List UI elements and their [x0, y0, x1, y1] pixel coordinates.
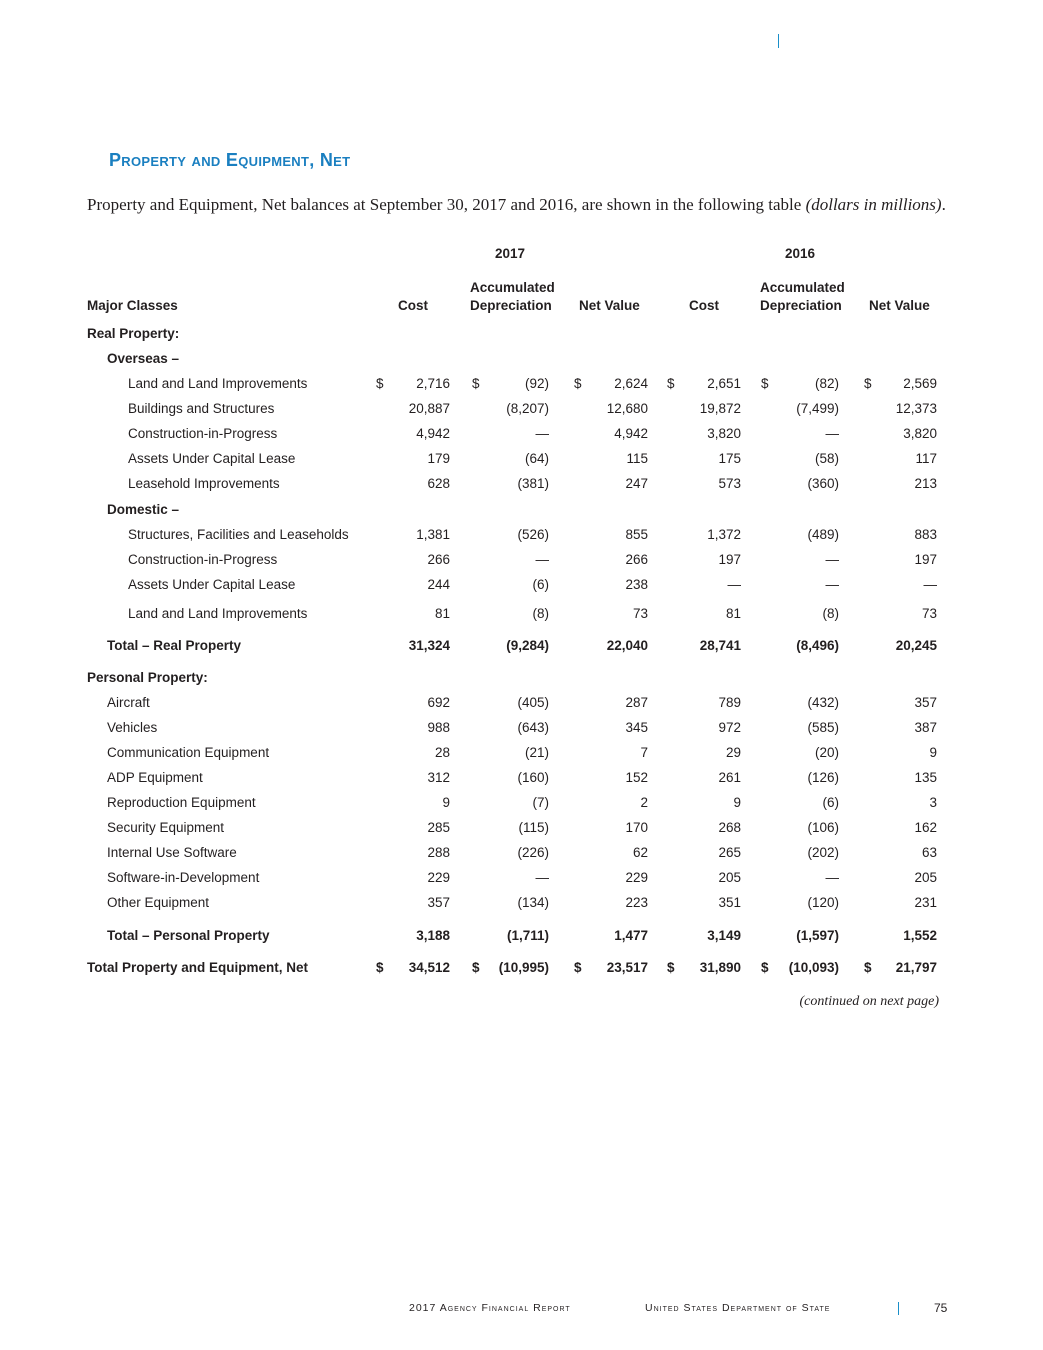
row-label: Land and Land Improvements	[128, 606, 308, 621]
row-value: (360)	[807, 476, 839, 491]
table-row	[0, 451, 1043, 471]
row-value: 62	[632, 845, 648, 860]
row-value: 7	[640, 745, 648, 760]
row-value: 345	[625, 720, 648, 735]
row-value: 115	[626, 451, 648, 466]
row-label: Other Equipment	[107, 895, 210, 910]
dollar-sign: $	[761, 376, 769, 391]
row-value: 883	[914, 527, 937, 542]
row-value: 34,512	[408, 960, 450, 975]
table-row	[0, 326, 1043, 346]
row-label: Reproduction Equipment	[107, 795, 256, 810]
row-value: 21,797	[895, 960, 937, 975]
table-row	[0, 870, 1043, 890]
row-value: 1,477	[614, 928, 648, 943]
intro-text: Property and Equipment, Net balances at September 30, 2017 and 2016, are shown in the following table	[87, 195, 806, 214]
row-value: (226)	[517, 845, 549, 860]
footer-divider	[898, 1302, 899, 1315]
row-value: 2,569	[903, 376, 937, 391]
row-label: Land and Land Improvements	[128, 376, 308, 391]
row-value: 152	[625, 770, 648, 785]
row-value: 1,381	[416, 527, 450, 542]
table-row	[0, 895, 1043, 915]
row-value: 387	[914, 720, 937, 735]
row-label: Overseas –	[107, 351, 180, 366]
page-number: 75	[934, 1301, 948, 1315]
row-value: 19,872	[699, 401, 741, 416]
row-value: 22,040	[606, 638, 648, 653]
row-value: 351	[718, 895, 741, 910]
row-value: 23,517	[606, 960, 648, 975]
row-value: (160)	[517, 770, 549, 785]
net-2016-header: Net Value	[869, 298, 930, 313]
table-row	[0, 502, 1043, 522]
row-label: Construction-in-Progress	[128, 552, 278, 567]
row-value: 4,942	[416, 426, 450, 441]
row-value: 2,651	[707, 376, 741, 391]
row-value: (64)	[524, 451, 549, 466]
table-row	[0, 845, 1043, 865]
row-value: (489)	[807, 527, 839, 542]
row-value: 205	[914, 870, 937, 885]
row-value: 20,887	[408, 401, 450, 416]
row-value: —	[825, 426, 839, 441]
cost-2016-header: Cost	[689, 298, 719, 313]
row-value: —	[825, 870, 839, 885]
row-value: 1,372	[707, 527, 741, 542]
table-row	[0, 552, 1043, 572]
top-accent-rule	[778, 34, 779, 48]
cost-2017-header: Cost	[398, 298, 428, 313]
row-value: 312	[427, 770, 450, 785]
table-row	[0, 606, 1043, 626]
accum-2017-header-line2: Depreciation	[470, 298, 552, 313]
row-label: Internal Use Software	[107, 845, 237, 860]
row-value: (10,995)	[498, 960, 549, 975]
dollar-sign: $	[574, 376, 582, 391]
accum-2016-header-line2: Depreciation	[760, 298, 842, 313]
row-value: 229	[625, 870, 648, 885]
row-label: Personal Property:	[87, 670, 208, 685]
table-row	[0, 670, 1043, 690]
table-row	[0, 401, 1043, 421]
row-value: 205	[718, 870, 741, 885]
row-value: 261	[718, 770, 741, 785]
row-value: 266	[625, 552, 648, 567]
row-value: —	[535, 552, 549, 567]
row-value: (9,284)	[506, 638, 549, 653]
row-value: 3,820	[903, 426, 937, 441]
row-value: 20,245	[895, 638, 937, 653]
row-value: 628	[427, 476, 450, 491]
row-value: 81	[434, 606, 450, 621]
row-value: 9	[733, 795, 741, 810]
row-value: 197	[914, 552, 937, 567]
table-row	[0, 960, 1043, 980]
row-value: 238	[625, 577, 648, 592]
row-value: —	[727, 577, 741, 592]
row-value: (8,207)	[506, 401, 549, 416]
row-value: 197	[718, 552, 741, 567]
row-value: (126)	[807, 770, 839, 785]
intro-units: (dollars in millions)	[805, 195, 942, 214]
row-value: 268	[718, 820, 741, 835]
footer-department: United States Department of State	[645, 1302, 831, 1314]
table-row	[0, 577, 1043, 597]
dollar-sign: $	[472, 960, 480, 975]
row-value: (6)	[532, 577, 549, 592]
row-value: (585)	[807, 720, 839, 735]
row-value: 213	[914, 476, 937, 491]
row-value: 2,716	[416, 376, 450, 391]
row-value: (20)	[814, 745, 839, 760]
row-value: 288	[427, 845, 450, 860]
row-value: 31,324	[408, 638, 450, 653]
dollar-sign: $	[376, 960, 384, 975]
row-label: Software-in-Development	[107, 870, 260, 885]
year-2016-header: 2016	[785, 246, 816, 261]
row-value: 285	[427, 820, 450, 835]
row-value: 247	[625, 476, 648, 491]
row-value: 12,680	[606, 401, 648, 416]
continued-note: (continued on next page)	[799, 994, 939, 1009]
row-label: Structures, Facilities and Leaseholds	[128, 527, 349, 542]
table-row	[0, 527, 1043, 547]
row-value: 135	[914, 770, 937, 785]
table-row	[0, 820, 1043, 840]
dollar-sign: $	[864, 376, 872, 391]
table-row	[0, 795, 1043, 815]
row-value: 9	[929, 745, 937, 760]
accum-2016-header-line1: Accumulated	[760, 280, 845, 295]
row-value: 244	[427, 577, 450, 592]
row-value: —	[825, 577, 839, 592]
row-value: 988	[427, 720, 450, 735]
table-row	[0, 770, 1043, 790]
intro-paragraph	[87, 195, 946, 215]
row-value: (21)	[524, 745, 549, 760]
row-value: (643)	[517, 720, 549, 735]
row-value: 29	[725, 745, 741, 760]
footer-report-title: 2017 Agency Financial Report	[409, 1302, 571, 1314]
row-value: (526)	[517, 527, 549, 542]
row-label: Real Property:	[87, 326, 180, 341]
row-label: Vehicles	[107, 720, 158, 735]
row-label: Assets Under Capital Lease	[128, 577, 296, 592]
table-row	[0, 376, 1043, 396]
row-value: (1,597)	[796, 928, 839, 943]
row-label: Leasehold Improvements	[128, 476, 280, 491]
table-row	[0, 351, 1043, 371]
row-value: 3,820	[707, 426, 741, 441]
row-label: Total Property and Equipment, Net	[87, 960, 309, 975]
row-value: (82)	[814, 376, 839, 391]
row-value: 28,741	[699, 638, 741, 653]
row-value: (92)	[524, 376, 549, 391]
row-value: (10,093)	[788, 960, 839, 975]
row-value: 573	[718, 476, 741, 491]
row-value: 3	[929, 795, 937, 810]
row-value: (134)	[517, 895, 549, 910]
row-value: 162	[914, 820, 937, 835]
table-row	[0, 720, 1043, 740]
row-label: Assets Under Capital Lease	[128, 451, 296, 466]
row-label: Total – Real Property	[107, 638, 242, 653]
dollar-sign: $	[667, 376, 675, 391]
row-value: 229	[427, 870, 450, 885]
row-value: (432)	[807, 695, 839, 710]
row-value: —	[923, 577, 937, 592]
row-label: ADP Equipment	[107, 770, 203, 785]
dollar-sign: $	[761, 960, 769, 975]
row-value: (405)	[517, 695, 549, 710]
row-value: (8)	[532, 606, 549, 621]
row-value: 3,188	[416, 928, 450, 943]
row-value: 175	[718, 451, 741, 466]
dollar-sign: $	[864, 960, 872, 975]
row-value: 287	[625, 695, 648, 710]
row-value: 2,624	[614, 376, 648, 391]
row-value: (381)	[517, 476, 549, 491]
row-value: 4,942	[614, 426, 648, 441]
row-value: 223	[625, 895, 648, 910]
row-value: 789	[718, 695, 741, 710]
year-2017-header: 2017	[495, 246, 526, 261]
row-value: 31,890	[699, 960, 741, 975]
row-value: 63	[921, 845, 937, 860]
row-label: Domestic –	[107, 502, 180, 517]
net-2017-header: Net Value	[579, 298, 640, 313]
table-row	[0, 426, 1043, 446]
accum-2017-header-line1: Accumulated	[470, 280, 555, 295]
row-value: 73	[921, 606, 937, 621]
row-value: 231	[914, 895, 937, 910]
row-value: 266	[427, 552, 450, 567]
row-value: 12,373	[895, 401, 937, 416]
row-value: (120)	[807, 895, 839, 910]
intro-end: .	[941, 195, 946, 214]
row-value: 357	[914, 695, 937, 710]
major-classes-header: Major Classes	[87, 298, 178, 313]
row-value: (8)	[822, 606, 839, 621]
row-label: Construction-in-Progress	[128, 426, 278, 441]
row-value: 1,552	[903, 928, 937, 943]
page-title: Property and Equipment, Net	[109, 150, 351, 170]
row-value: (106)	[807, 820, 839, 835]
row-value: (1,711)	[506, 928, 549, 943]
row-label: Buildings and Structures	[128, 401, 275, 416]
row-value: 170	[625, 820, 648, 835]
row-value: 73	[632, 606, 648, 621]
table-row	[0, 695, 1043, 715]
dollar-sign: $	[574, 960, 582, 975]
row-value: —	[535, 426, 549, 441]
row-value: 855	[625, 527, 648, 542]
dollar-sign: $	[472, 376, 480, 391]
row-value: 3,149	[707, 928, 741, 943]
row-value: (7,499)	[796, 401, 839, 416]
row-value: 265	[718, 845, 741, 860]
table-row	[0, 745, 1043, 765]
row-value: —	[535, 870, 549, 885]
row-value: (115)	[518, 820, 549, 835]
dollar-sign: $	[376, 376, 384, 391]
row-value: 972	[718, 720, 741, 735]
row-value: 2	[640, 795, 648, 810]
table-row	[0, 638, 1043, 658]
row-value: (202)	[807, 845, 839, 860]
row-value: 692	[427, 695, 450, 710]
table-row	[0, 928, 1043, 948]
row-value: 179	[427, 451, 450, 466]
row-label: Total – Personal Property	[107, 928, 270, 943]
row-value: 117	[915, 451, 937, 466]
row-value: 28	[434, 745, 450, 760]
table-row	[0, 476, 1043, 496]
row-label: Security Equipment	[107, 820, 225, 835]
row-value: 9	[442, 795, 450, 810]
dollar-sign: $	[667, 960, 675, 975]
row-value: 81	[725, 606, 741, 621]
row-value: (6)	[822, 795, 839, 810]
row-label: Aircraft	[107, 695, 150, 710]
row-value: 357	[427, 895, 450, 910]
row-value: (7)	[532, 795, 549, 810]
row-label: Communication Equipment	[107, 745, 270, 760]
row-value: (58)	[814, 451, 839, 466]
row-value: —	[825, 552, 839, 567]
row-value: (8,496)	[796, 638, 839, 653]
